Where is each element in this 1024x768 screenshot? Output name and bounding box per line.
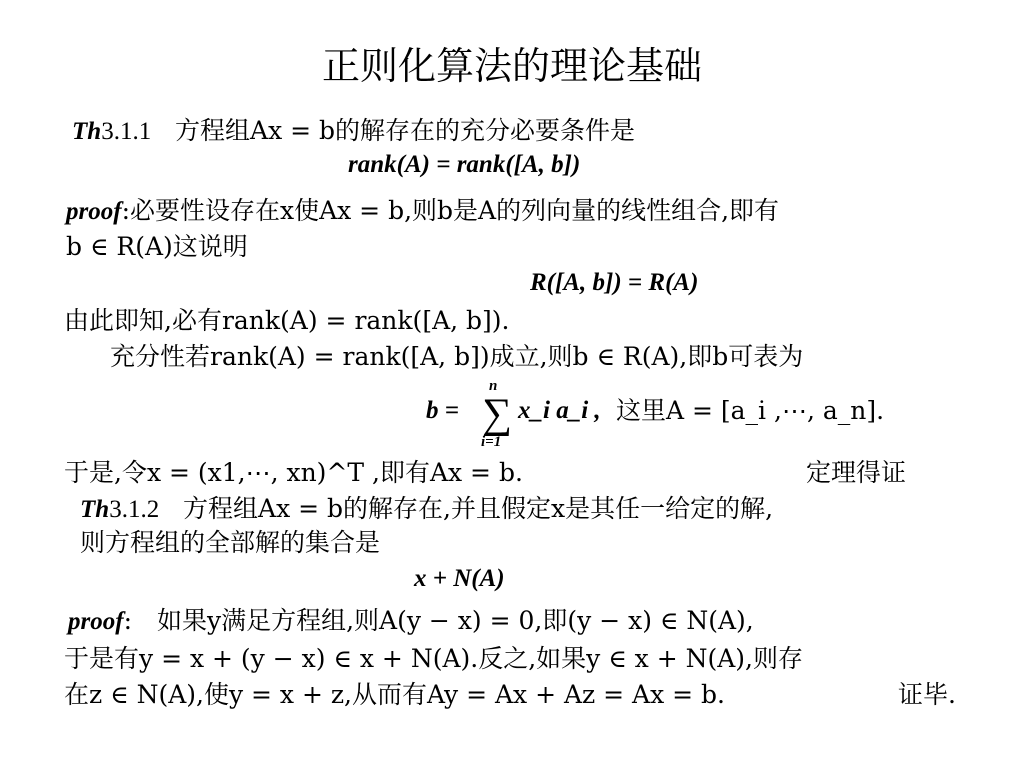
page-title: 正则化算法的理论基础 [321,44,702,88]
theorem-1-statement: 方程组Ax = b的解存在的充分必要条件是 [175,116,636,145]
theorem-2-line-2: 则方程组的全部解的集合是 [80,528,381,557]
theorem-1-line [72,116,635,147]
theorem-2-statement: 方程组Ax = b的解存在,并且假定x是其任一给定的解, [183,494,774,523]
sum-lhs: b = [426,397,459,424]
proof-1-text-1: :必要性设存在x使Ax = b,则b是A的列向量的线性组合,即有 [121,196,780,225]
proof-1-line-1 [66,196,779,227]
summation-formula [426,378,946,454]
proof-1-label: proof [66,198,122,225]
proof-1-line-2: b ∈ R(A)这说明 [66,232,248,261]
theorem-1-number: 3.1.1 [101,118,152,145]
proof-1-line-5: 于是,令x = (x1,⋯, xn)^T ,即有Ax = b. [64,458,523,487]
theorem-2-label: Th [80,496,110,523]
proof-1-line-3: 由此即知,必有rank(A) = rank([A, b]). [64,306,510,335]
sum-term: x_i a_i , [518,397,601,424]
sum-lower-limit: i=1 [481,434,502,450]
theorem-1-label: Th [72,118,102,145]
proof-2-text-1: : 如果y满足方程组,则A(y − x) = 0,即(y − x) ∈ N(A), [123,606,754,635]
proof-2-qed: 证毕. [898,680,956,709]
proof-2-line-1 [68,606,754,637]
theorem-2-number: 3.1.2 [109,496,160,523]
proof-2-line-2: 于是有y = x + (y − x) ∈ x + N(A).反之,如果y ∈ x + N(A),则存 [64,644,803,673]
theorem-2-set: x + N(A) [414,565,505,592]
proof-1-equation: R([A, b]) = R(A) [530,269,699,296]
sum-symbol: ∑ [482,391,512,437]
sum-upper-limit: n [489,378,498,394]
sum-where: 这里A = [a_i ,⋯, a_n]. [616,396,885,425]
proof-1-qed: 定理得证 [806,458,907,487]
theorem-1-condition: rank(A) = rank([A, b]) [348,151,581,178]
proof-1-line-4: 充分性若rank(A) = rank([A, b])成立,则b ∈ R(A),即b可表为 [110,342,804,371]
proof-2-line-3: 在z ∈ N(A),使y = x + z,从而有Ay = Ax + Az = Ax = b. [64,680,725,709]
proof-2-label: proof [68,608,124,635]
theorem-2-line [80,494,773,525]
